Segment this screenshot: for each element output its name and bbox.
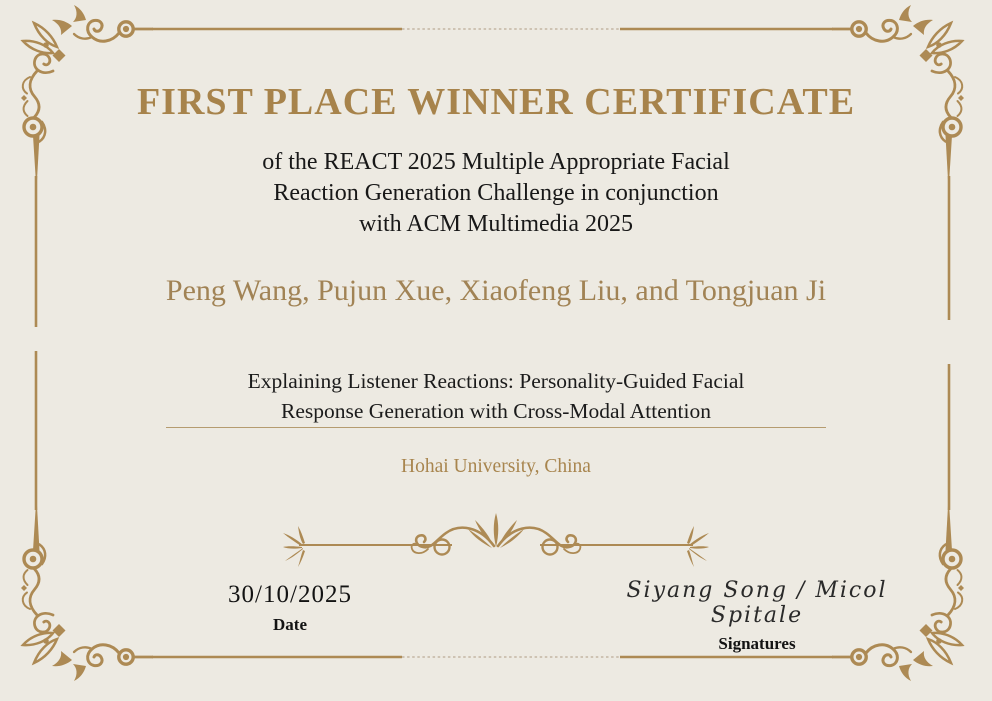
divider-flourish-icon	[283, 513, 709, 567]
recipient-names: Peng Wang, Pujun Xue, Xiaofeng Liu, and Tongjuan Ji	[165, 274, 827, 307]
signatures-label: Signatures	[718, 634, 796, 653]
paper-title	[0, 366, 992, 426]
signature-names: Siyang Song / Micol Spitale	[626, 578, 888, 628]
affiliation: Hohai University, China	[401, 456, 591, 477]
date-value: 30/10/2025	[228, 581, 352, 608]
paper-title-line-2: Response Generation with Cross-Modal Attention	[281, 399, 711, 423]
subtitle-line-2: Reaction Generation Challenge in conjunction	[273, 180, 719, 206]
subtitle-line-1: of the REACT 2025 Multiple Appropriate Facial	[262, 149, 730, 175]
date-block	[170, 581, 410, 635]
signatures-block	[607, 578, 907, 654]
date-label: Date	[273, 615, 307, 634]
paper-title-line-1: Explaining Listener Reactions: Personality-Guided Facial	[247, 369, 745, 393]
subtitle-line-3: with ACM Multimedia 2025	[358, 211, 633, 237]
certificate-subtitle	[0, 147, 992, 240]
paper-title-underline	[166, 427, 826, 428]
certificate-title: FIRST PLACE WINNER CERTIFICATE	[136, 81, 856, 123]
